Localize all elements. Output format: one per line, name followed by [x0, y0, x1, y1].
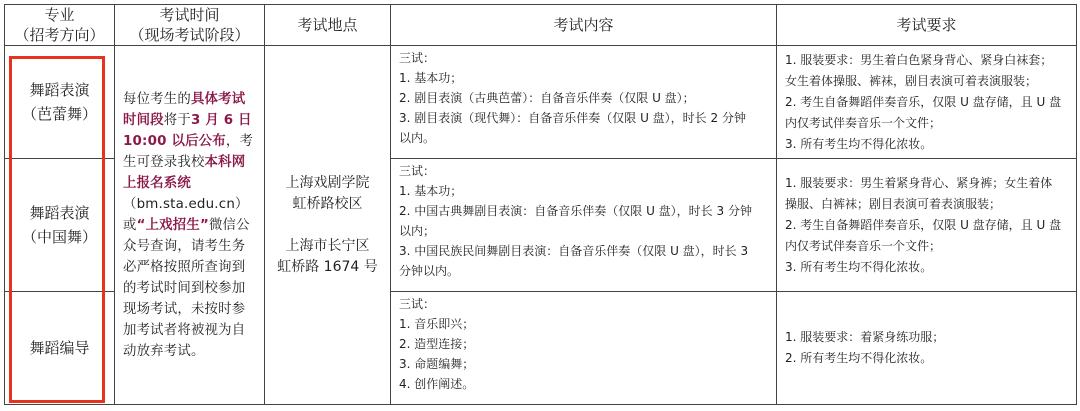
location-line2: 虹桥路校区 — [292, 195, 363, 212]
content-line: 3. 中国民族民间舞剧目表演：自备音乐伴奏（仅限 U 盘），时长 3 — [399, 244, 749, 258]
header-major-line1: 专业 — [44, 6, 75, 24]
content-cell — [391, 46, 777, 159]
requirement-line: 1. 服装要求：着紧身练功服； — [785, 330, 945, 344]
content-line: 三试： — [399, 164, 436, 178]
requirement-line: 1. 服装要求：男生着白色紧身背心、紧身白袜套； — [785, 52, 1053, 67]
time-text-5: ，考生可登录我校 — [123, 133, 254, 170]
requirement-line: 2. 考生自备舞蹈伴奏音乐，仅限 U 盘存储，且 U 盘 — [785, 217, 1062, 232]
major-cell — [5, 46, 115, 159]
requirement-line: 操服、白裤袜；剧目表演可着表演服装； — [785, 196, 1002, 211]
time-text-7: （bm.sta.edu.cn）或 — [123, 196, 249, 233]
time-text-3: 将于 — [163, 112, 191, 128]
major-name: 舞蹈编导 — [29, 339, 90, 357]
content-line: 以内； — [399, 224, 436, 238]
content-line: 4. 创作阐述。 — [399, 377, 475, 391]
header-time-line2: （现场考试阶段） — [129, 26, 250, 44]
content-line: 2. 造型连接； — [399, 337, 475, 351]
major-direction: （芭蕾舞） — [21, 105, 97, 123]
major-cell — [5, 159, 115, 292]
header-major-line2: （招考方向） — [14, 26, 105, 44]
location-line1: 上海戏剧学院 — [285, 174, 370, 191]
requirement-line: 3. 所有考生均不得化浓妆。 — [785, 259, 933, 274]
location-cell — [265, 46, 391, 405]
requirements-cell — [777, 46, 1077, 159]
major-cell — [5, 292, 115, 405]
content-line: 三试： — [399, 297, 436, 311]
requirement-line: 女生着体操服、裤袜，剧目表演可着表演服装； — [785, 73, 1038, 88]
content-cell — [391, 292, 777, 405]
content-line: 1. 基本功； — [399, 184, 463, 198]
major-name: 舞蹈表演 — [29, 81, 90, 99]
table-row — [5, 46, 1077, 159]
header-location: 考试地点 — [265, 5, 391, 46]
content-line: 3. 剧目表演（现代舞）：自备音乐伴奏（仅限 U 盘），时长 2 分钟 — [399, 111, 746, 125]
location-spacer — [265, 215, 390, 236]
exam-schedule-table — [4, 4, 1077, 405]
content-line: 分钟以内。 — [399, 264, 460, 278]
wechat-account-name: “上戏招生” — [136, 217, 209, 233]
time-text-highlight-2: 3 月 6 日 10:00 以后公布 — [123, 112, 252, 149]
time-text-highlight-1: 具体考试时间段 — [123, 91, 246, 128]
time-text-9: 微信公众号查询，请考生务必严格按照所查询到的考试时间到校参加现场考试，未按时参加考试者将被视为自动放弃考试。 — [123, 217, 250, 359]
registration-system-link[interactable]: 本科网上报名系统 — [123, 154, 246, 191]
content-line: 以内。 — [399, 131, 436, 145]
header-row — [5, 5, 1077, 46]
header-time-line1: 考试时间 — [159, 6, 220, 24]
location-line3: 上海市长宁区 — [285, 237, 370, 254]
major-name: 舞蹈表演 — [29, 204, 90, 222]
location-line4: 虹桥路 1674 号 — [277, 258, 378, 275]
content-line: 1. 音乐即兴； — [399, 317, 475, 331]
content-line: 2. 剧目表演（古典芭蕾）：自备音乐伴奏（仅限 U 盘）； — [399, 91, 695, 105]
content-line: 3. 命题编舞； — [399, 357, 475, 371]
requirements-cell — [777, 159, 1077, 292]
exam-time-cell — [115, 46, 265, 405]
content-line: 1. 基本功； — [399, 71, 463, 85]
requirement-line: 2. 考生自备舞蹈伴奏音乐，仅限 U 盘存储，且 U 盘 — [785, 94, 1062, 109]
header-time — [115, 5, 265, 46]
requirement-line: 内仅考试伴奏音乐一个文件； — [785, 238, 942, 253]
requirement-line: 1. 服装要求：男生着紧身背心、紧身裤；女生着体 — [785, 175, 1053, 190]
header-content: 考试内容 — [391, 5, 777, 46]
header-requirements: 考试要求 — [777, 5, 1077, 46]
requirement-line: 3. 所有考生均不得化浓妆。 — [785, 136, 933, 151]
content-line: 2. 中国古典舞剧目表演：自备音乐伴奏（仅限 U 盘），时长 3 分钟 — [399, 204, 752, 218]
content-line: 三试： — [399, 51, 436, 65]
requirements-cell — [777, 292, 1077, 405]
requirement-line: 内仅考试伴奏音乐一个文件； — [785, 115, 942, 130]
time-text-1: 每位考生的 — [123, 91, 191, 107]
header-major — [5, 5, 115, 46]
major-direction: （中国舞） — [21, 228, 97, 246]
content-cell — [391, 159, 777, 292]
requirement-line: 2. 所有考生均不得化浓妆。 — [785, 351, 933, 365]
